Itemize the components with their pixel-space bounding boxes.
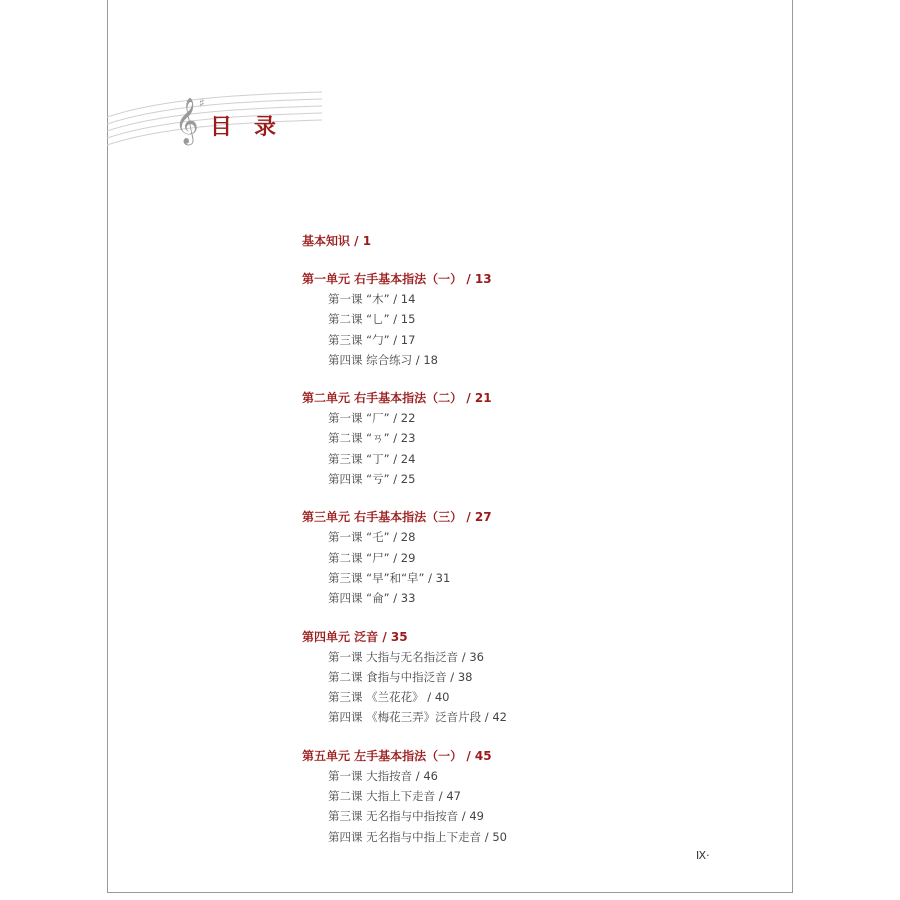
lesson-entry[interactable]: 第一课 “厂” / 22 [328,411,416,426]
lesson-entry[interactable]: 第三课 “勹” / 17 [328,332,416,347]
toc-entry-intro[interactable]: 基本知识 / 1 [302,234,372,248]
lesson-entry[interactable]: 第三课 《兰花花》 / 40 [328,690,450,705]
treble-clef-icon [175,96,205,146]
lesson-entry[interactable]: 第四课 “侖” / 33 [328,591,416,606]
toc-unit-2 [302,388,702,489]
lesson-entry[interactable]: 第二课 大指上下走音 / 47 [328,789,461,804]
unit-title[interactable]: 第二单元 右手基本指法（二） / 21 [302,391,492,406]
toc-unit-5 [302,746,702,847]
lesson-entry[interactable]: 第三课 “早”和“皁” / 31 [328,570,451,585]
lesson-entry[interactable]: 第三课 无名指与中指按音 / 49 [328,809,484,824]
lesson-entry[interactable]: 第一课 大指与无名指泛音 / 36 [328,649,484,664]
page-number: Ⅸ· [696,849,710,862]
lesson-entry[interactable]: 第二课 食指与中指泛音 / 38 [328,669,473,684]
lesson-entry[interactable]: 第四课 无名指与中指上下走音 / 50 [328,829,507,844]
lesson-entry[interactable]: 第一课 “乇” / 28 [328,530,416,545]
lesson-entry[interactable]: 第四课 “亏” / 25 [328,472,416,487]
unit-title[interactable]: 第三单元 右手基本指法（三） / 27 [302,510,492,525]
unit-title[interactable]: 第一单元 右手基本指法（一） / 13 [302,272,492,286]
toc-unit-4 [302,627,702,728]
lesson-entry[interactable]: 第二课 “ㄢ” / 23 [328,431,416,446]
toc-unit-1 [302,269,702,370]
lesson-entry[interactable]: 第四课 《梅花三弄》泛音片段 / 42 [328,710,507,725]
svg-text:𝄞: 𝄞 [175,98,199,144]
lesson-entry[interactable]: 第二课 “乚” / 15 [328,312,416,327]
lesson-entry[interactable]: 第四课 综合练习 / 18 [328,352,438,367]
unit-title[interactable]: 第五单元 左手基本指法（一） / 45 [302,748,492,763]
lesson-entry[interactable]: 第二课 “尸” / 29 [328,550,416,565]
page-title: 目录 [210,114,299,140]
lesson-entry[interactable]: 第一课 “木” / 14 [328,292,416,306]
lesson-entry[interactable]: 第一课 大指按音 / 46 [328,768,438,783]
unit-title[interactable]: 第四单元 泛音 / 35 [302,629,408,644]
table-of-contents [302,231,702,847]
svg-text:♯: ♯ [199,96,205,110]
lesson-entry[interactable]: 第三课 “丁” / 24 [328,451,416,466]
toc-unit-3 [302,507,702,608]
